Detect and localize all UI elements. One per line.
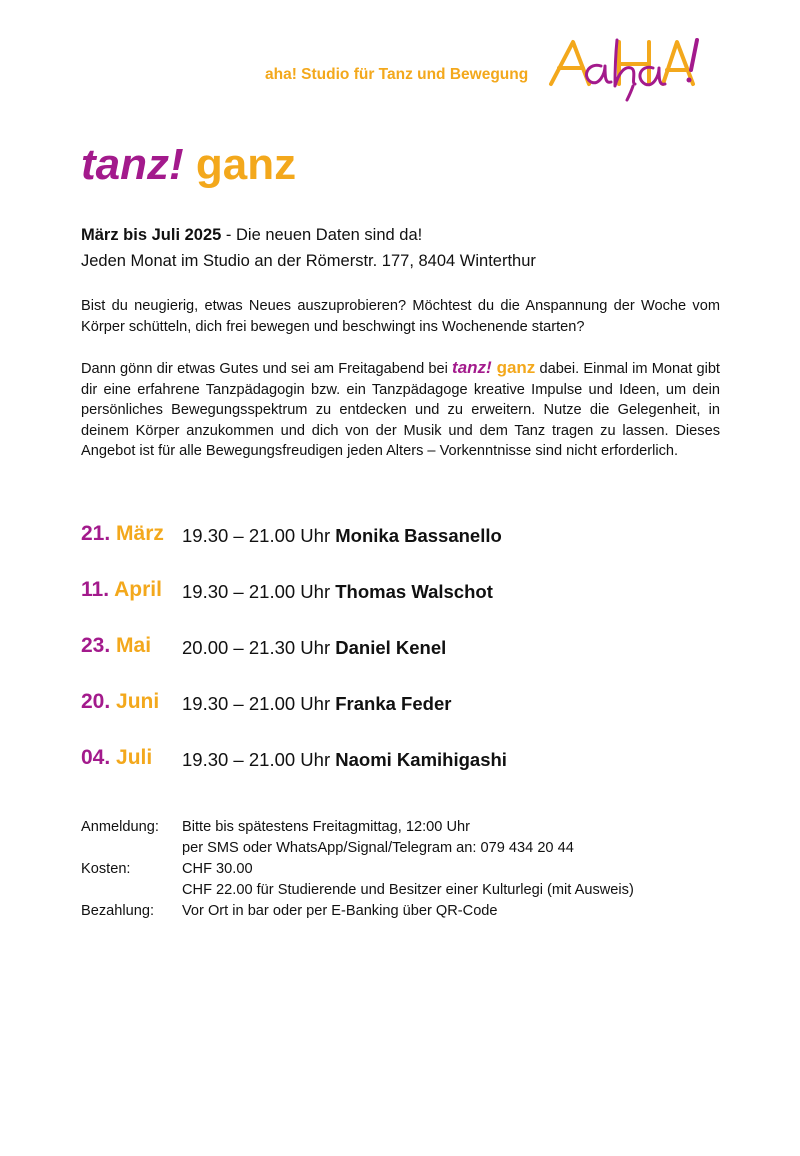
page-header	[0, 36, 800, 106]
event-info	[182, 525, 502, 547]
title-tanz: tanz!	[81, 140, 184, 189]
event-day: 20.	[81, 690, 111, 713]
kosten-value: CHF 30.00	[182, 861, 253, 877]
title-ganz: ganz	[195, 140, 297, 189]
event-row	[81, 578, 741, 634]
event-month: April	[114, 578, 162, 601]
description-before: Dann gönn dir etwas Gutes und sei am Freitagabend bei	[81, 361, 453, 377]
event-time: 20.00 – 21.30 Uhr	[182, 637, 331, 658]
event-teacher: Monika Bassanello	[335, 525, 502, 546]
event-info	[182, 693, 451, 715]
event-time: 19.30 – 21.00 Uhr	[182, 749, 331, 770]
event-month: Juni	[116, 690, 160, 713]
event-date	[81, 746, 152, 770]
event-month: Juli	[116, 746, 153, 769]
event-info	[182, 637, 446, 659]
page-title	[81, 140, 296, 190]
period-note: - Die neuen Daten sind da!	[221, 226, 423, 244]
event-row	[81, 746, 741, 802]
inline-brand-ganz: ganz	[496, 358, 536, 377]
event-teacher: Daniel Kenel	[335, 637, 447, 658]
event-teacher: Thomas Walschot	[335, 581, 493, 602]
event-list	[81, 522, 741, 802]
event-teacher: Franka Feder	[335, 693, 452, 714]
event-day: 21.	[81, 522, 111, 545]
event-date	[81, 634, 151, 658]
event-row	[81, 522, 741, 578]
event-month: Mai	[116, 634, 152, 657]
anmeldung-contact: per SMS oder WhatsApp/Signal/Telegram an: 079 434 20 44	[182, 840, 574, 856]
period-line	[81, 226, 422, 245]
event-info	[182, 581, 493, 603]
event-time: 19.30 – 21.00 Uhr	[182, 525, 331, 546]
kosten-reduced-value: CHF 22.00 für Studierende und Besitzer einer Kulturlegi (mit Ausweis)	[182, 882, 634, 898]
description-after: dabei. Einmal im Monat gibt dir eine erfahrene Tanzpädagogin bzw. ein Tanzpädagoge kreative Impulse und Ideen, um dein persönliches Bewegungsspektrum zu entdecken und zu erweitern. Nutze die Gelegenheit, in deinem Körper anzukommen und dich von der Musik und dem Tanz tragen zu lassen. Dieses Angebot ist für alle Bewegungsfreudigen jeden Alters – Vorkenntnisse sind nicht erforderlich.	[81, 361, 720, 459]
event-date	[81, 690, 159, 714]
period: März bis Juli 2025	[81, 226, 222, 244]
event-info	[182, 749, 507, 771]
event-time: 19.30 – 21.00 Uhr	[182, 581, 331, 602]
event-date	[81, 522, 164, 546]
intro-paragraph: Bist du neugierig, etwas Neues auszuprobieren? Möchtest du die Anspannung der Woche vom Körper schütteln, dich frei bewegen und beschwingt ins Wochenende starten?	[81, 298, 720, 335]
location-line: Jeden Monat im Studio an der Römerstr. 177, 8404 Winterthur	[81, 252, 536, 270]
kosten-label: Kosten:	[81, 861, 131, 877]
bezahlung-label: Bezahlung:	[81, 903, 155, 919]
event-day: 04.	[81, 746, 111, 769]
event-row	[81, 690, 741, 746]
inline-brand-tanz: tanz!	[452, 358, 492, 377]
bezahlung-value: Vor Ort in bar oder per E-Banking über QR-Code	[182, 903, 498, 919]
studio-name: aha! Studio für Tanz und Bewegung	[265, 66, 529, 83]
event-teacher: Naomi Kamihigashi	[335, 749, 507, 770]
event-row	[81, 634, 741, 690]
event-date	[81, 578, 162, 602]
description-paragraph	[81, 358, 720, 462]
aha-logo	[545, 36, 705, 104]
event-day: 11.	[81, 578, 110, 601]
anmeldung-value: Bitte bis spätestens Freitagmittag, 12:00 Uhr	[182, 819, 470, 835]
event-month: März	[116, 522, 164, 545]
inline-brand	[452, 358, 535, 377]
event-day: 23.	[81, 634, 111, 657]
anmeldung-label: Anmeldung:	[81, 819, 159, 835]
event-time: 19.30 – 21.00 Uhr	[182, 693, 331, 714]
